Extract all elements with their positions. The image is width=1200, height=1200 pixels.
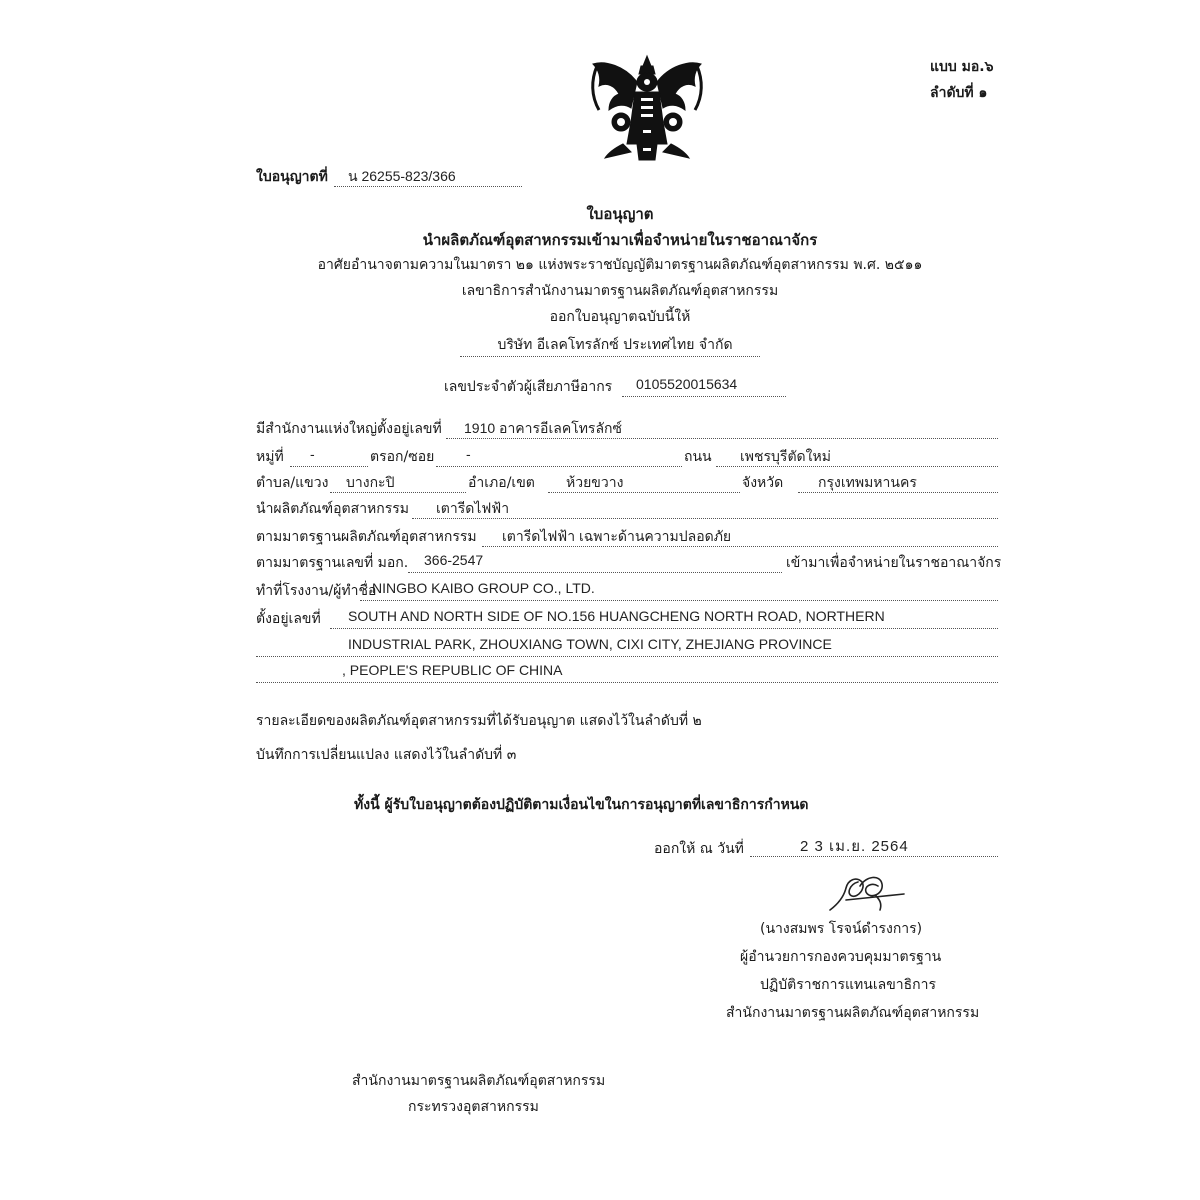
subdistrict-label: ตำบล/แขวง: [256, 475, 329, 491]
standard-value: เตารีดไฟฟ้า เฉพาะด้านความปลอดภัย: [502, 528, 732, 544]
hq-label: มีสำนักงานแห่งใหญ่ตั้งอยู่เลขที่: [256, 421, 442, 437]
form-code: แบบ มอ.๖: [930, 59, 994, 75]
standard-no-line: [408, 572, 782, 573]
standard-label: ตามมาตรฐานผลิตภัณฑ์อุตสาหกรรม: [256, 529, 477, 545]
district-label: อำเภอ/เขต: [468, 475, 535, 491]
soi-value: -: [466, 446, 471, 462]
soi-line: [436, 466, 682, 467]
maker-value: NINGBO KAIBO GROUP CO., LTD.: [372, 580, 595, 596]
title-line-3: อาศัยอำนาจตามความในมาตรา ๒๑ แห่งพระราชบัญญัติมาตรฐานผลิตภัณฑ์อุตสาหกรรม พ.ศ. ๒๕๑๑: [317, 257, 923, 273]
road-line: [716, 466, 998, 467]
maker-line: [360, 600, 998, 601]
standard-no-value: 366-2547: [424, 552, 484, 568]
garuda-emblem-icon: [585, 52, 710, 167]
address-line-2: INDUSTRIAL PARK, ZHOUXIANG TOWN, CIXI CITY, ZHEJIANG PROVINCE: [348, 636, 832, 652]
province-line: [798, 492, 998, 493]
signer-title-2: ปฏิบัติราชการแทนเลขาธิการ: [760, 977, 937, 993]
tax-id-value: 0105520015634: [636, 376, 738, 392]
signer-title-3: สำนักงานมาตรฐานผลิตภัณฑ์อุตสาหกรรม: [726, 1005, 980, 1021]
sequence-number: ลำดับที่ ๑: [930, 85, 988, 101]
address-rule-3: [256, 682, 998, 683]
standard-line: [482, 546, 998, 547]
address-line-3: , PEOPLE'S REPUBLIC OF CHINA: [342, 662, 563, 678]
condition-text: ทั้งนี้ ผู้รับใบอนุญาตต้องปฏิบัติตามเงื่อนไขในการอนุญาตที่เลขาธิการกำหนด: [354, 797, 809, 813]
standard-no-label: ตามมาตรฐานเลขที่ มอก.: [256, 555, 409, 571]
subdistrict-line: [330, 492, 466, 493]
district-line: [548, 492, 740, 493]
handwritten-signature-icon: [816, 870, 916, 918]
moo-value: -: [310, 446, 315, 462]
detail-note: รายละเอียดของผลิตภัณฑ์อุตสาหกรรมที่ได้รับอนุญาต แสดงไว้ในลำดับที่ ๒: [256, 713, 702, 729]
subdistrict-value: บางกะปิ: [346, 474, 395, 490]
issued-date-value: 2 3 เม.ย. 2564: [800, 838, 909, 855]
footer-line-1: สำนักงานมาตรฐานผลิตภัณฑ์อุตสาหกรรม: [352, 1073, 606, 1089]
product-line: [412, 518, 998, 519]
change-note: บันทึกการเปลี่ยนแปลง แสดงไว้ในลำดับที่ ๓: [256, 747, 517, 763]
tax-id-line: [622, 396, 786, 397]
license-number-value: น 26255-823/366: [348, 168, 456, 184]
address-line-1: SOUTH AND NORTH SIDE OF NO.156 HUANGCHENG NORTH ROAD, NORTHERN: [348, 608, 885, 624]
company-name: บริษัท อีเลคโทรลักซ์ ประเทศไทย จำกัด: [497, 337, 733, 353]
product-value: เตารีดไฟฟ้า: [436, 500, 510, 516]
hq-value: 1910 อาคารอีเลคโทรลักซ์: [464, 420, 623, 436]
title-line-1: ใบอนุญาต: [586, 205, 654, 223]
address-label: ตั้งอยู่เลขที่: [256, 611, 321, 627]
signer-name: (นางสมพร โรจน์ดำรงการ): [760, 921, 923, 937]
license-number-line: [334, 186, 522, 187]
address-rule-2: [256, 656, 998, 657]
province-label: จังหวัด: [742, 475, 784, 491]
title-line-5: ออกใบอนุญาตฉบับนี้ให้: [549, 309, 691, 325]
hq-line: [446, 438, 998, 439]
road-value: เพชรบุรีตัดใหม่: [740, 448, 831, 464]
title-line-4: เลขาธิการสำนักงานมาตรฐานผลิตภัณฑ์อุตสาหกรรม: [461, 283, 779, 299]
road-label: ถนน: [684, 449, 712, 465]
moo-label: หมู่ที่: [256, 449, 284, 465]
moo-line: [290, 466, 368, 467]
soi-label: ตรอก/ซอย: [370, 449, 435, 465]
standard-no-suffix: เข้ามาเพื่อจำหน่ายในราชอาณาจักร: [786, 555, 1002, 571]
province-value: กรุงเทพมหานคร: [818, 474, 917, 490]
signer-title-1: ผู้อำนวยการกองควบคุมมาตรฐาน: [740, 949, 942, 965]
issued-label: ออกให้ ณ วันที่: [654, 841, 744, 857]
license-number-label: ใบอนุญาตที่: [256, 169, 328, 185]
issued-line: [750, 856, 998, 857]
tax-id-label: เลขประจำตัวผู้เสียภาษีอากร: [444, 379, 613, 395]
address-rule-1: [330, 628, 998, 629]
footer-line-2: กระทรวงอุตสาหกรรม: [408, 1099, 539, 1115]
product-label: นำผลิตภัณฑ์อุตสาหกรรม: [256, 501, 410, 517]
maker-label: ทำที่โรงงาน/ผู้ทำชื่อ: [256, 583, 377, 599]
district-value: ห้วยขวาง: [566, 474, 624, 490]
company-line: [460, 356, 760, 357]
title-line-2: นำผลิตภัณฑ์อุตสาหกรรมเข้ามาเพื่อจำหน่ายในราชอาณาจักร: [422, 231, 818, 249]
